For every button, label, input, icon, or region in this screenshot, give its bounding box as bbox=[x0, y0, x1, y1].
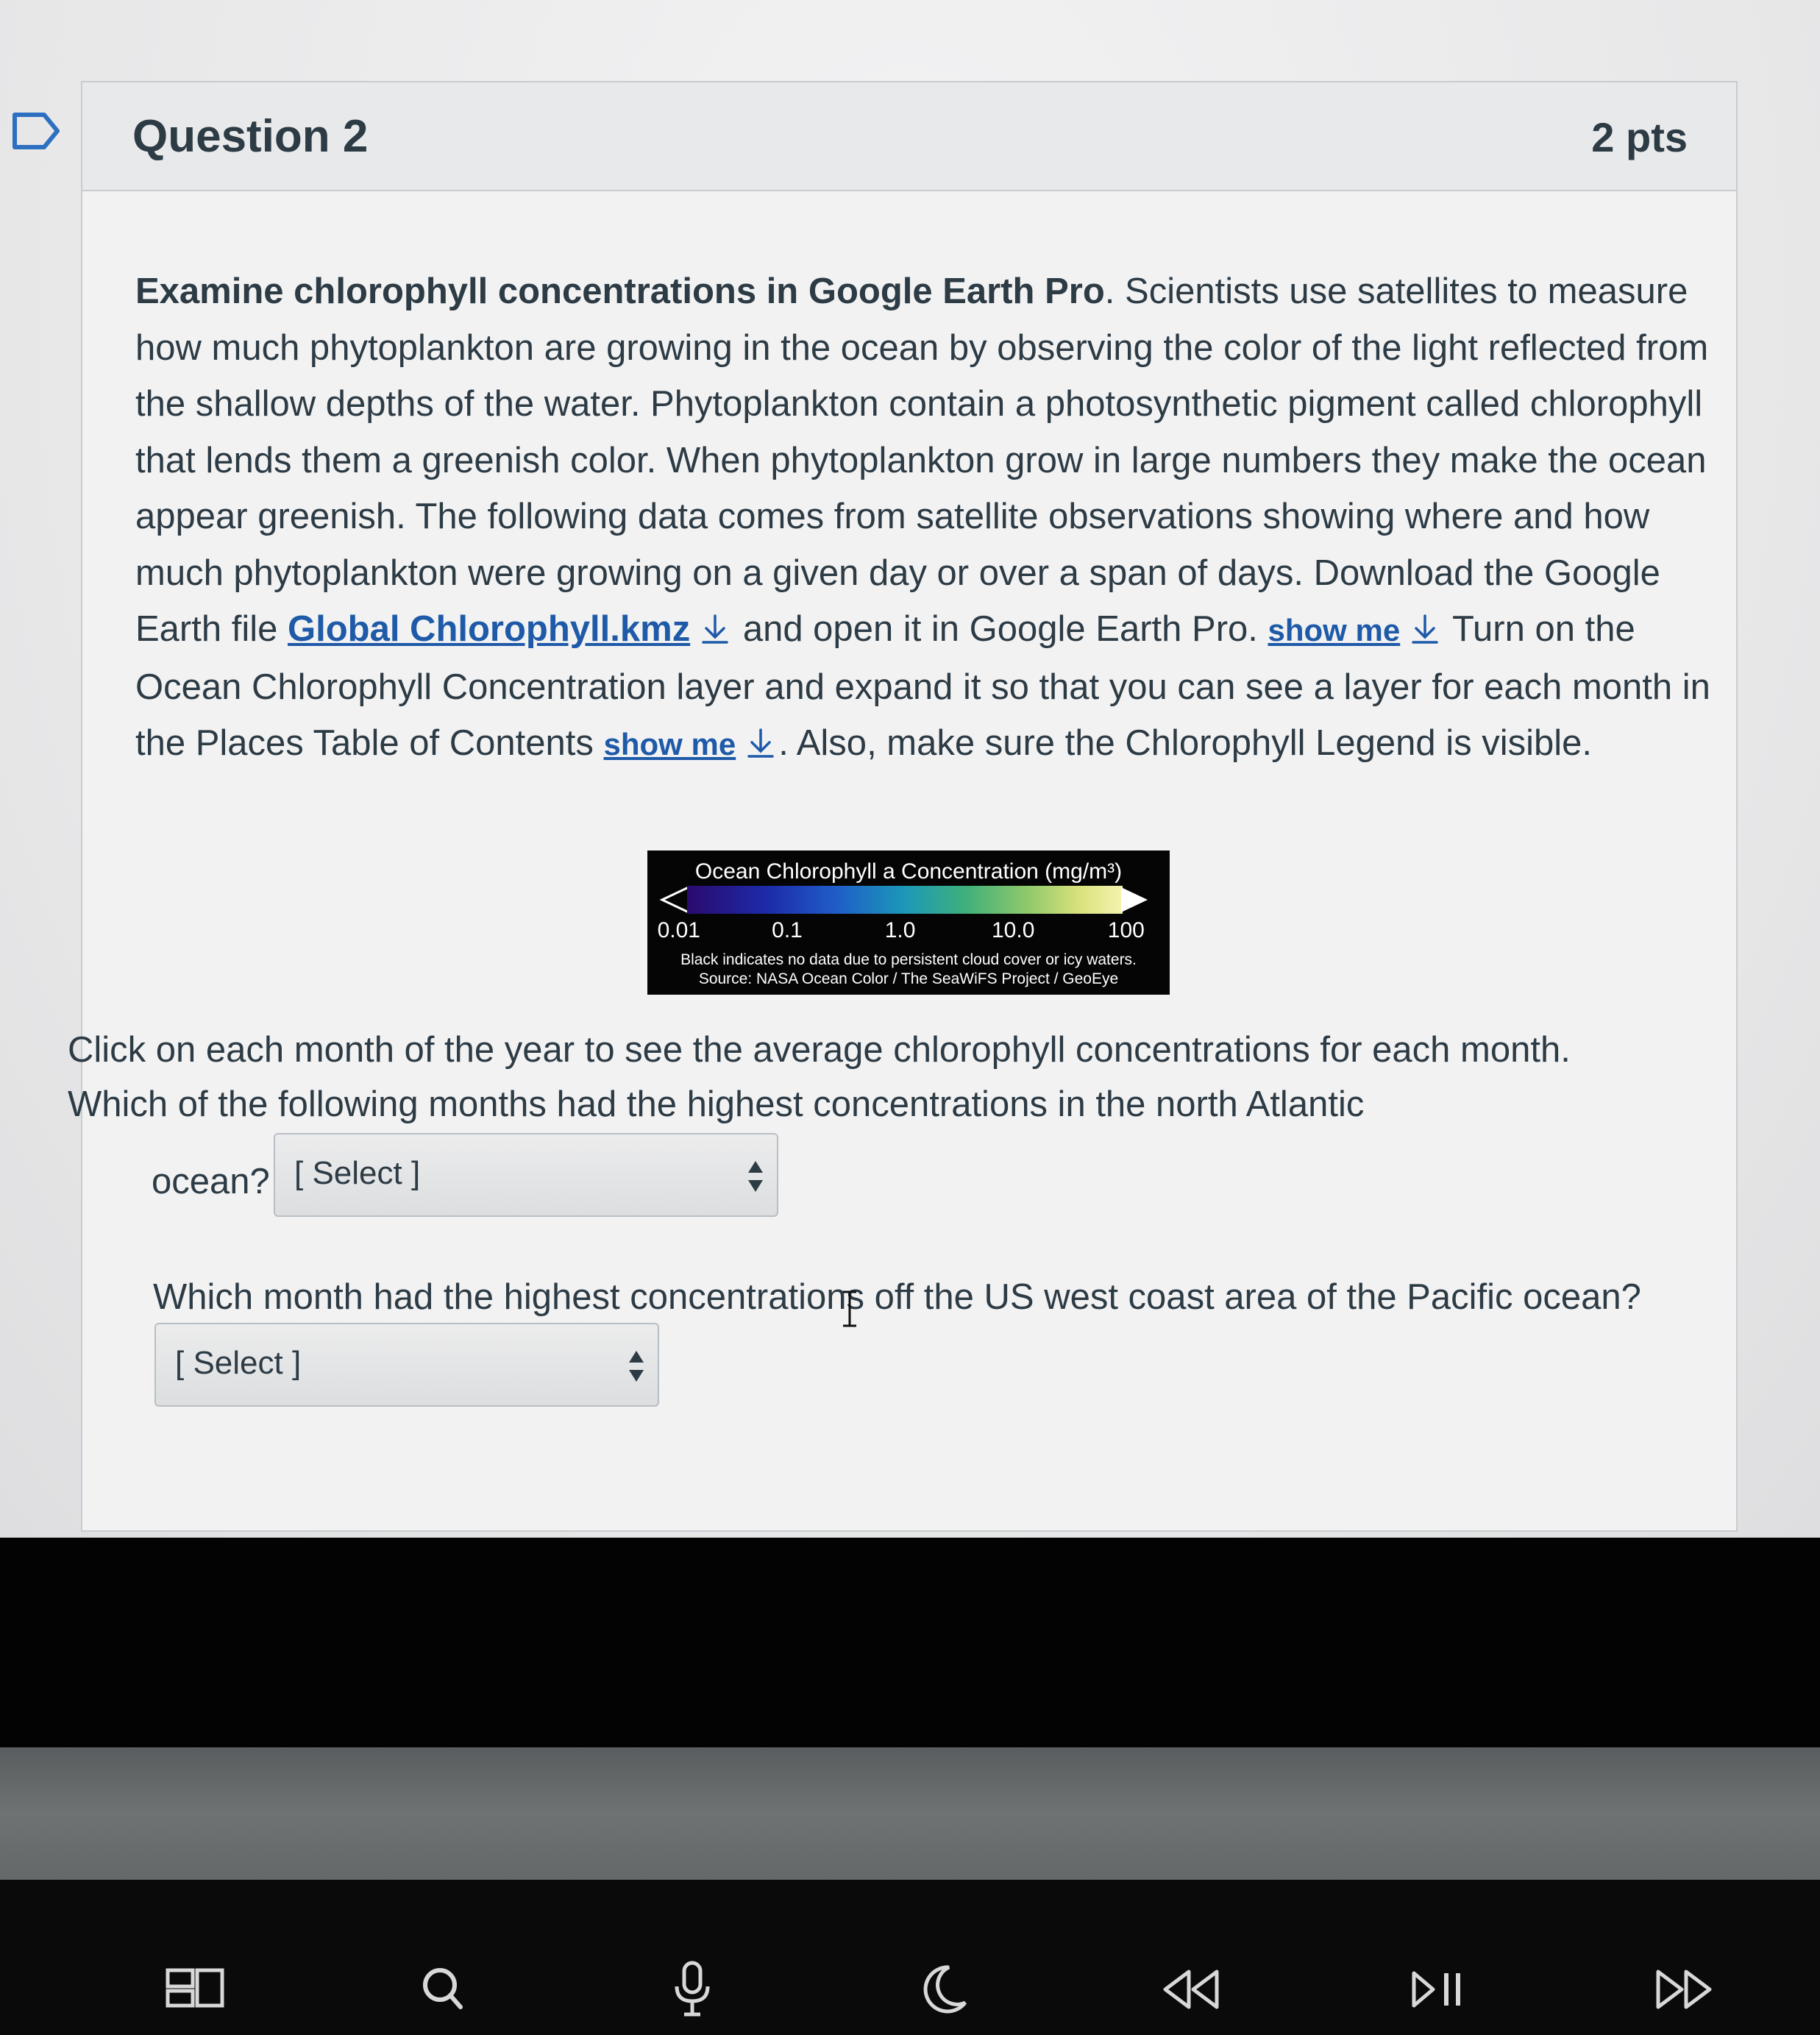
laptop-deck bbox=[0, 1747, 1820, 1880]
show-me-link-1[interactable]: show me bbox=[1268, 613, 1401, 647]
q1-select[interactable] bbox=[274, 1133, 778, 1217]
q1-label-end: ocean? bbox=[152, 1162, 270, 1201]
q2-select[interactable] bbox=[154, 1323, 659, 1407]
fast-forward-icon[interactable] bbox=[1645, 1957, 1726, 2023]
mission-control-icon[interactable] bbox=[154, 1957, 235, 2023]
intro-bold-lead: Examine chlorophyll concentrations in Google Earth Pro bbox=[135, 271, 1105, 311]
legend-tick: 1.0 bbox=[884, 918, 916, 942]
legend-right-arrow-icon bbox=[1120, 884, 1151, 915]
download-icon[interactable] bbox=[697, 611, 733, 647]
chlorophyll-legend bbox=[647, 850, 1170, 995]
legend-tick: 0.1 bbox=[772, 918, 803, 942]
q2-select-value: [ Select ] bbox=[175, 1345, 302, 1381]
legend-tick: 100 bbox=[1107, 918, 1145, 942]
moon-icon[interactable] bbox=[902, 1957, 983, 2023]
legend-color-bar bbox=[687, 886, 1123, 914]
play-pause-icon[interactable] bbox=[1398, 1957, 1479, 2023]
legend-note-line-1: Black indicates no data due to persistent cloud cover or icy waters. bbox=[680, 951, 1137, 968]
q2-text: Which month had the highest concentrations off the US west coast area of the Pacific ocean? bbox=[153, 1277, 1641, 1317]
q1-select-value: [ Select ] bbox=[294, 1155, 421, 1191]
intro-text-1: . Scientists use satellites to measure how much phytoplankton are growing in the ocean by observing the color of the light reflected from the shallow depths of the water. Phytoplankton contain a photosynthetic pigment called chlorophyll that lends them a greenish color. When phytoplankton grow in large numbers they make the ocean appear greenish. The following data comes from satellite observations showing where and how much phytoplankton were growing on a given day or over a span of days. Download the Google Earth file bbox=[135, 271, 1709, 649]
text-cursor-icon bbox=[839, 1289, 861, 1329]
download-icon[interactable] bbox=[743, 725, 778, 761]
question-points: 2 pts bbox=[1591, 114, 1688, 160]
legend-note bbox=[647, 951, 1170, 989]
q1-text: Click on each month of the year to see the average chlorophyll concentrations for each month. Which of the following months had the highest concentrations in the north Atlantic bbox=[68, 1030, 1571, 1124]
download-icon[interactable] bbox=[1407, 611, 1443, 647]
bookmark-flag-icon[interactable] bbox=[10, 110, 62, 152]
select-arrows-icon bbox=[625, 1346, 647, 1386]
question-header bbox=[82, 82, 1736, 191]
search-icon[interactable] bbox=[402, 1957, 483, 2023]
intro-text-4: . Also, make sure the Chlorophyll Legend is visible. bbox=[778, 723, 1593, 763]
file-download-link[interactable]: Global Chlorophyll.kmz bbox=[287, 609, 691, 649]
legend-tick: 0.01 bbox=[657, 918, 700, 942]
intro-text-2: and open it in Google Earth Pro. bbox=[733, 609, 1268, 649]
question-intro bbox=[135, 263, 1717, 773]
legend-left-arrow-icon bbox=[659, 884, 690, 915]
select-arrows-icon bbox=[744, 1157, 767, 1196]
microphone-icon[interactable] bbox=[652, 1957, 733, 2023]
legend-note-line-2: Source: NASA Ocean Color / The SeaWiFS Project / GeoEye bbox=[698, 970, 1119, 987]
show-me-link-2[interactable]: show me bbox=[603, 727, 736, 761]
rewind-icon[interactable] bbox=[1149, 1957, 1230, 2023]
legend-ticks bbox=[657, 912, 1145, 949]
laptop-bezel bbox=[0, 1538, 1820, 1747]
intro-text-3: Turn on the Ocean Chlorophyll Concentration layer and expand it so that you can see a layer for each month in the Places Table of Contents bbox=[135, 609, 1710, 763]
legend-title: Ocean Chlorophyll a Concentration (mg/m³) bbox=[694, 859, 1123, 884]
question-title: Question 2 bbox=[132, 111, 369, 162]
legend-tick: 10.0 bbox=[991, 918, 1035, 942]
